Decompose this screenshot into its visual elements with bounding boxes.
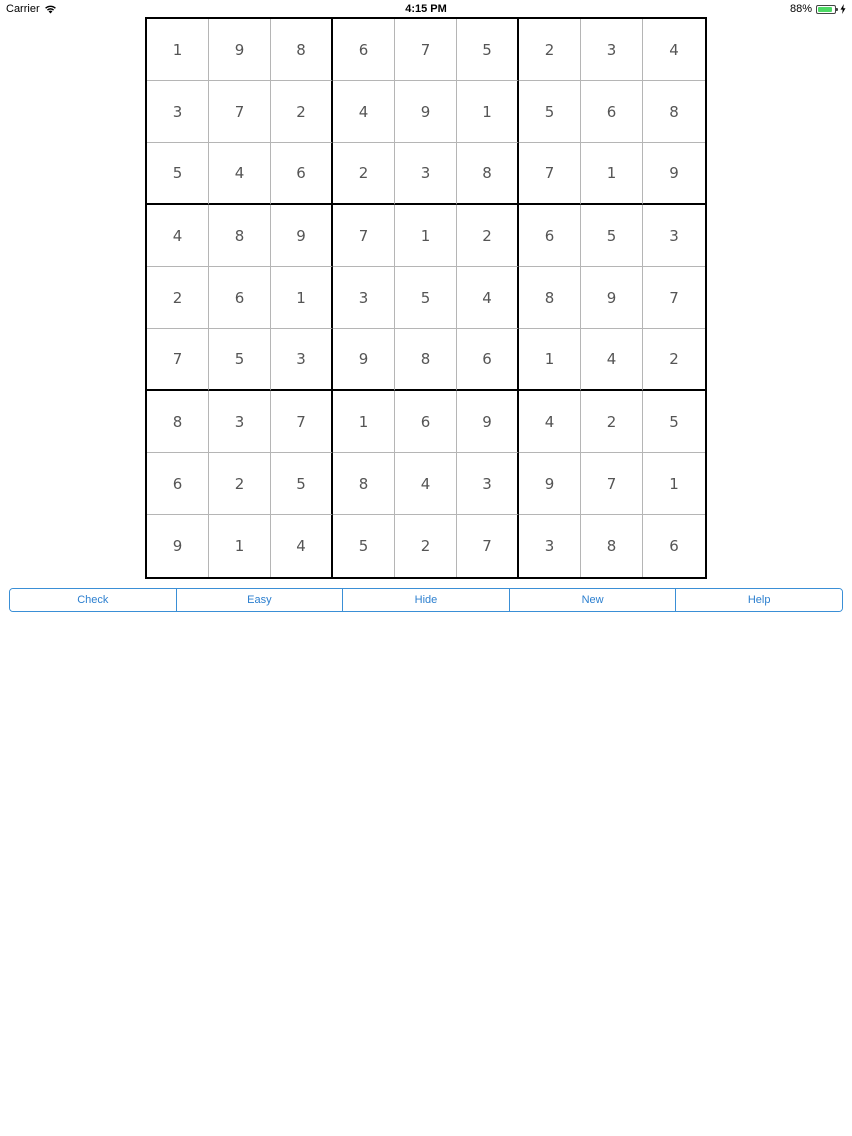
sudoku-cell[interactable]: 3 xyxy=(209,391,271,453)
sudoku-cell[interactable]: 1 xyxy=(457,81,519,143)
sudoku-cell[interactable]: 8 xyxy=(209,205,271,267)
sudoku-cell[interactable]: 7 xyxy=(519,143,581,205)
carrier-label: Carrier xyxy=(6,3,40,15)
sudoku-cell[interactable]: 9 xyxy=(457,391,519,453)
charging-bolt-icon xyxy=(840,4,846,14)
sudoku-cell[interactable]: 6 xyxy=(209,267,271,329)
sudoku-cell[interactable]: 7 xyxy=(209,81,271,143)
sudoku-cell[interactable]: 8 xyxy=(147,391,209,453)
sudoku-cell[interactable]: 4 xyxy=(643,19,705,81)
sudoku-cell[interactable]: 1 xyxy=(271,267,333,329)
sudoku-cell[interactable]: 5 xyxy=(209,329,271,391)
sudoku-cell[interactable]: 1 xyxy=(147,19,209,81)
sudoku-cell[interactable]: 9 xyxy=(147,515,209,577)
sudoku-cell[interactable]: 1 xyxy=(333,391,395,453)
sudoku-cell[interactable]: 7 xyxy=(643,267,705,329)
sudoku-cell[interactable]: 4 xyxy=(147,205,209,267)
sudoku-cell[interactable]: 4 xyxy=(209,143,271,205)
sudoku-cell[interactable]: 5 xyxy=(519,81,581,143)
sudoku-cell[interactable]: 9 xyxy=(519,453,581,515)
sudoku-cell[interactable]: 3 xyxy=(271,329,333,391)
sudoku-cell[interactable]: 8 xyxy=(333,453,395,515)
sudoku-cell[interactable]: 1 xyxy=(581,143,643,205)
sudoku-cell[interactable]: 9 xyxy=(581,267,643,329)
sudoku-cell[interactable]: 4 xyxy=(395,453,457,515)
sudoku-cell[interactable]: 2 xyxy=(147,267,209,329)
easy-button[interactable]: Easy xyxy=(177,589,344,611)
sudoku-cell[interactable]: 3 xyxy=(643,205,705,267)
new-button[interactable]: New xyxy=(510,589,677,611)
sudoku-cell[interactable]: 8 xyxy=(643,81,705,143)
sudoku-cell[interactable]: 5 xyxy=(581,205,643,267)
sudoku-cell[interactable]: 4 xyxy=(519,391,581,453)
sudoku-cell[interactable]: 2 xyxy=(643,329,705,391)
sudoku-cell[interactable]: 2 xyxy=(581,391,643,453)
sudoku-cell[interactable]: 3 xyxy=(395,143,457,205)
sudoku-cell[interactable]: 6 xyxy=(669,537,679,555)
status-bar xyxy=(0,0,852,18)
status-time: 4:15 PM xyxy=(405,3,447,15)
sudoku-cell[interactable]: 6 xyxy=(271,143,333,205)
sudoku-cell[interactable]: 4 xyxy=(457,267,519,329)
sudoku-cell[interactable]: 5 xyxy=(643,391,705,453)
help-button[interactable]: Help xyxy=(676,589,842,611)
sudoku-cell[interactable]: 5 xyxy=(271,453,333,515)
sudoku-cell[interactable]: 5 xyxy=(147,143,209,205)
sudoku-cell[interactable]: 4 xyxy=(333,81,395,143)
sudoku-board xyxy=(145,17,707,579)
sudoku-cell[interactable]: 7 xyxy=(581,453,643,515)
sudoku-cell[interactable]: 8 xyxy=(519,267,581,329)
sudoku-cell[interactable]: 5 xyxy=(333,515,395,577)
sudoku-cell[interactable]: 6 xyxy=(581,81,643,143)
sudoku-cell[interactable]: 2 xyxy=(333,143,395,205)
sudoku-cell[interactable]: 2 xyxy=(271,81,333,143)
sudoku-cell[interactable]: 1 xyxy=(395,205,457,267)
sudoku-cell[interactable]: 6 xyxy=(519,205,581,267)
sudoku-cell[interactable]: 2 xyxy=(457,205,519,267)
sudoku-cell[interactable]: 6 xyxy=(457,329,519,391)
sudoku-cell[interactable]: 8 xyxy=(271,19,333,81)
check-button[interactable]: Check xyxy=(10,589,177,611)
sudoku-cell[interactable]: 7 xyxy=(395,19,457,81)
sudoku-cell[interactable]: 9 xyxy=(333,329,395,391)
sudoku-cell[interactable]: 1 xyxy=(209,515,271,577)
sudoku-cell[interactable]: 7 xyxy=(147,329,209,391)
sudoku-cell[interactable]: 1 xyxy=(519,329,581,391)
sudoku-cell[interactable]: 3 xyxy=(457,453,519,515)
sudoku-cell[interactable]: 9 xyxy=(395,81,457,143)
sudoku-cell[interactable]: 4 xyxy=(581,329,643,391)
sudoku-cell[interactable]: 3 xyxy=(333,267,395,329)
sudoku-cell[interactable]: 6 xyxy=(333,19,395,81)
sudoku-cell[interactable]: 5 xyxy=(395,267,457,329)
sudoku-cell[interactable]: 9 xyxy=(643,143,705,205)
sudoku-cell[interactable]: 8 xyxy=(457,143,519,205)
sudoku-cell[interactable]: 5 xyxy=(457,19,519,81)
control-segmented-bar xyxy=(9,588,843,612)
sudoku-cell[interactable]: 7 xyxy=(333,205,395,267)
sudoku-cell[interactable]: 9 xyxy=(209,19,271,81)
sudoku-cell[interactable]: 2 xyxy=(395,515,457,577)
sudoku-cell[interactable]: 3 xyxy=(581,19,643,81)
sudoku-cell[interactable]: 8 xyxy=(395,329,457,391)
sudoku-cell[interactable]: 9 xyxy=(271,205,333,267)
sudoku-cell[interactable]: 7 xyxy=(457,515,519,577)
sudoku-cell[interactable]: 8 xyxy=(581,515,643,577)
battery-icon xyxy=(816,5,836,14)
battery-fill xyxy=(818,7,832,12)
battery-area xyxy=(790,3,846,15)
sudoku-cell[interactable]: 1 xyxy=(643,453,705,515)
sudoku-cell[interactable]: 2 xyxy=(209,453,271,515)
hide-button[interactable]: Hide xyxy=(343,589,510,611)
sudoku-cell[interactable]: 3 xyxy=(147,81,209,143)
sudoku-cell[interactable]: 4 xyxy=(271,515,333,577)
battery-percent: 88% xyxy=(789,3,812,15)
sudoku-cell[interactable]: 6 xyxy=(395,391,457,453)
sudoku-cell[interactable]: 7 xyxy=(271,391,333,453)
sudoku-cell[interactable]: 6 xyxy=(147,453,209,515)
sudoku-cell[interactable]: 3 xyxy=(519,515,581,577)
sudoku-cell[interactable]: 2 xyxy=(519,19,581,81)
